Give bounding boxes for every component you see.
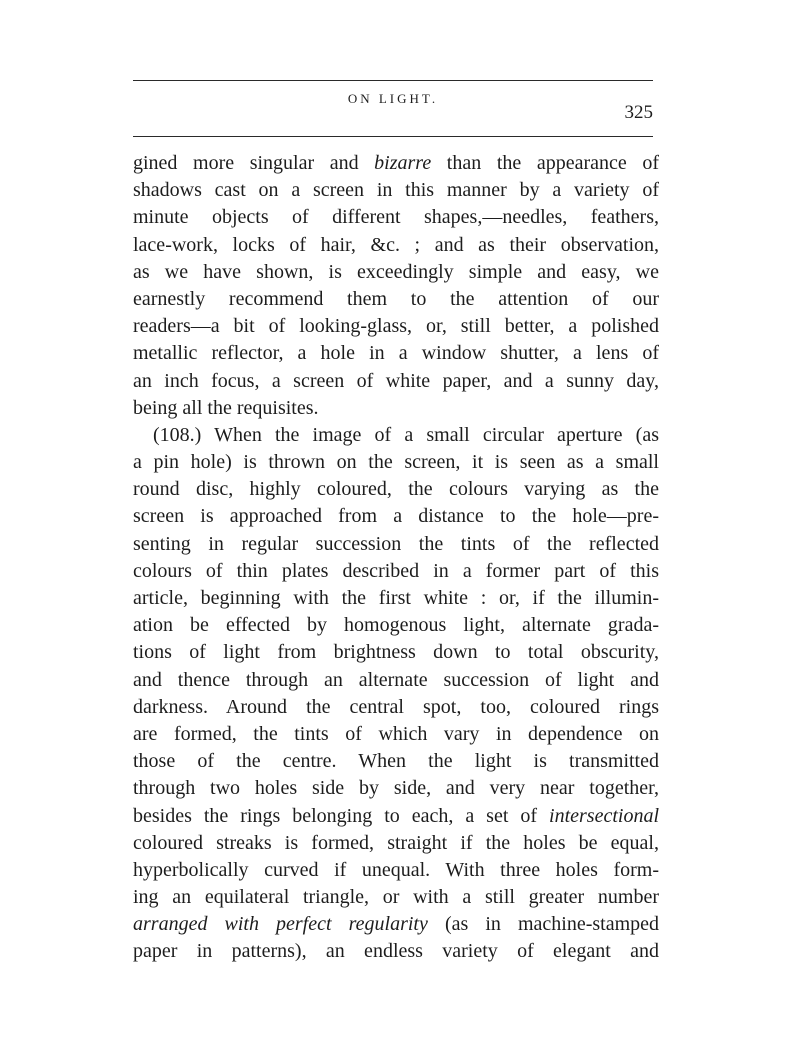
text-line: article, beginning with the first white : or, if the illumin-	[133, 587, 659, 609]
text-line: are formed, the tints of which vary in dependence on	[133, 722, 659, 745]
body-text	[133, 150, 659, 966]
text-line: round disc, highly coloured, the colours varying as the	[133, 478, 659, 501]
text-line: senting in regular succession the tints of the reflected	[133, 532, 659, 555]
italic-phrase: arranged with perfect regularity	[133, 913, 428, 936]
text-line: shadows cast on a screen in this manner by a variety of	[133, 179, 659, 202]
text-line: arranged with perfect regularity (as in machine-stamped	[133, 913, 659, 936]
text-line: minute objects of different shapes,—needles, feathers,	[133, 206, 659, 229]
italic-phrase: bizarre	[374, 152, 432, 174]
text-line: those of the centre. When the light is transmitted	[133, 750, 659, 773]
text-line: paper in patterns), an endless variety of elegant and	[133, 940, 659, 963]
text-line: besides the rings belonging to each, a set of intersectional	[133, 804, 659, 827]
text-line: gined more singular and bizarre than the appearance of	[133, 152, 659, 174]
text-line: an inch focus, a screen of white paper, and a sunny day,	[133, 369, 659, 392]
text-line: ing an equilateral triangle, or with a still greater number	[133, 886, 659, 909]
text-line: earnestly recommend them to the attention of our	[133, 287, 659, 310]
text-line: tions of light from brightness down to total obscurity,	[133, 641, 659, 664]
text-line: ation be effected by homogenous light, alternate grada-	[133, 614, 659, 637]
running-title: ON LIGHT.	[347, 91, 439, 106]
text-line: coloured streaks is formed, straight if the holes be equal,	[133, 831, 659, 854]
header-rule-top	[133, 80, 653, 81]
text-line: through two holes side by side, and very near together,	[133, 777, 659, 800]
text-line: readers—a bit of looking-glass, or, still better, a polished	[133, 315, 659, 338]
text-line: colours of thin plates described in a former part of this	[133, 559, 659, 582]
text-line: lace-work, locks of hair, &c. ; and as their observation,	[133, 233, 659, 256]
text-line: metallic reflector, a hole in a window shutter, a lens of	[133, 342, 659, 365]
text-line: as we have shown, is exceedingly simple and easy, we	[133, 260, 659, 283]
text-line: darkness. Around the central spot, too, coloured rings	[133, 695, 659, 718]
text-line: screen is approached from a distance to the hole—pre-	[133, 505, 659, 528]
paragraph-start-line: (108.) When the image of a small circular aperture (as	[153, 423, 659, 446]
text-line: a pin hole) is thrown on the screen, it is seen as a small	[133, 451, 659, 474]
page-number: 325	[624, 102, 653, 123]
italic-phrase: intersectional	[549, 804, 659, 827]
text-line: and thence through an alternate succession of light and	[133, 668, 659, 691]
text-line: hyperbolically curved if unequal. With three holes form-	[133, 858, 659, 881]
header-rule-bottom	[133, 136, 653, 137]
text-line: being all the requisites.	[133, 396, 319, 419]
